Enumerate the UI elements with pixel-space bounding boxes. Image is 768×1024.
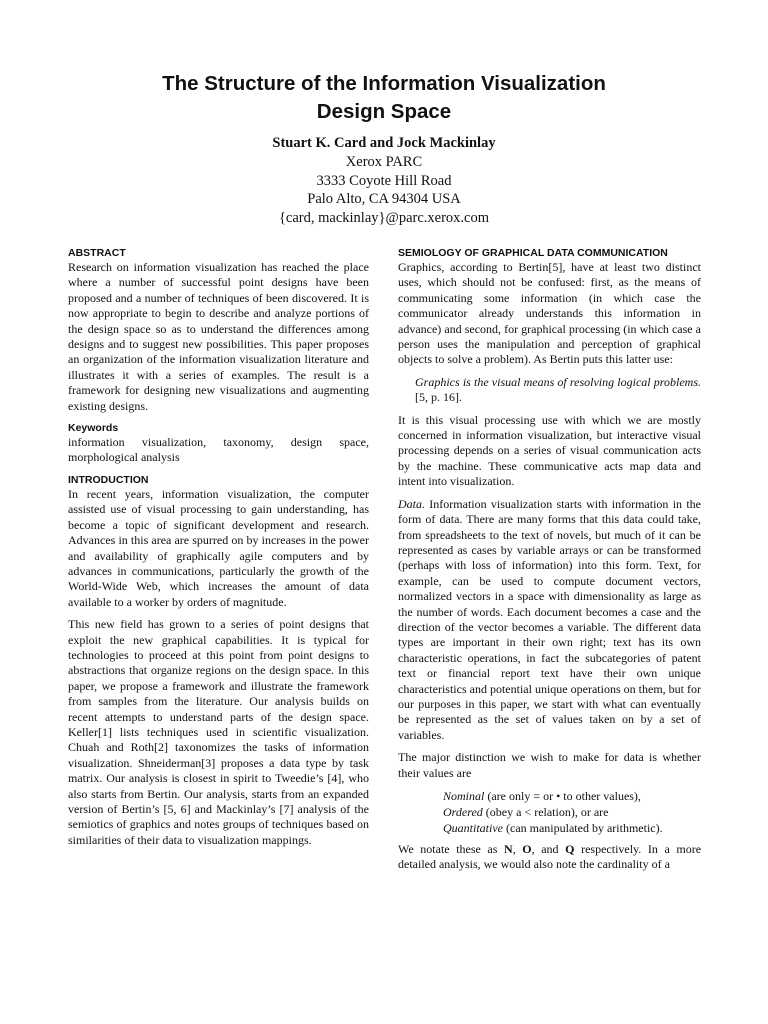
data-term: Data.: [398, 496, 425, 511]
left-column: [68, 246, 369, 855]
notation-paragraph: [398, 842, 701, 873]
bertin-quote: [398, 375, 701, 406]
affiliation-street: 3333 Coyote Hill Road: [316, 172, 452, 189]
value-type-term: Quantitative: [443, 821, 503, 835]
notation-o: O: [522, 842, 532, 856]
authors: Stuart K. Card and Jock Mackinlay: [272, 135, 496, 151]
notation-n: N: [504, 842, 513, 856]
keywords-heading: Keywords: [68, 422, 119, 435]
value-type-desc: (obey a < relation), or are: [485, 805, 609, 819]
affiliation-org: Xerox PARC: [345, 154, 423, 170]
abstract-heading: ABSTRACT: [68, 247, 126, 259]
introduction-paragraph-1: In recent years, information visualization, the computer assisted use of visual processing to gain understanding, has become a topic of significant development and research. Advances in this area are spurred on by increases in the power and availability of graphically agile computers and by advances in communications, particularly the growth of the World-Wide Web, which increases the amount of data available to a worker by orders of magnitude.: [68, 486, 369, 609]
keywords-text: information visualization, taxonomy, design space, morphological analysis: [68, 435, 369, 465]
value-type-term: Nominal: [443, 789, 485, 803]
list-item: [443, 788, 701, 804]
introduction-heading: INTRODUCTION: [68, 473, 149, 486]
quote-text: Graphics is the visual means of resolving logical problems.: [415, 374, 701, 389]
title-line-2: Design Space: [316, 100, 452, 123]
semiology-paragraph-1: Graphics, according to Bertin[5], have at least two distinct uses, which should not be confused: first, as the means of communicating some information (in which case the communicator already understands this information in advance) and second, for graphical processing (in which case a person uses the manipulation and perception of graphical objects to solve a problem). As Bertin puts this latter use:: [398, 260, 701, 367]
notation-suffix: respectively. In a more detailed analysis, we would also note the cardinality of a: [398, 842, 702, 872]
semiology-paragraph-2: It is this visual processing use with which we are mostly concerned in information visualization, but interactive visual processing depends on a series of visual communication acts by the machine. These communicative acts map data and intent into visualization.: [398, 412, 701, 489]
semiology-heading: SEMIOLOGY OF GRAPHICAL DATA COMMUNICATION: [398, 247, 668, 259]
list-item: [443, 804, 701, 820]
notation-q: Q: [565, 842, 575, 856]
title-line-1: The Structure of the Information Visualization: [162, 72, 606, 95]
data-text: Information visualization starts with information in the form of data. There are many forms that this data could take, from spreadsheets to the text of novels, but much of it can be represented as cases by variable arrays or can be transformed (perhaps with loss of information) into this form. Text, for example, can be used to compute document vectors, normalized vectors in a space with dimensionality as large as the number of words. Each document becomes a case and the direction of the vector becomes a variable. The different data types are important in their own right; text has its own characteristic operations, in fact the subcategories of patent text or financial report text have their own unique characteristics and potential unique operations on them, but for our purposes in this paper, we start with what can eventually be represented as the set of values taken on by a set of variables.: [398, 496, 701, 742]
introduction-paragraph-2: This new field has grown to a series of point designs that exploit the new graphical capabilities. It is typical for technologies to proceed at this point from point designs to abstractions that organize regions on the design space. In this paper, we propose a framework and illustrate the framework from samples from the literature. Our analysis builds on recent attempts to understand parts of the design space. Keller[1] lists techniques used in scientific visualization. Chuah and Roth[2] taxonomizes the tasks of information visualization. Shneiderman[3] proposes a data type by task matrix. Our analysis is closest in spirit to Tweedie’s [4], who also starts from Bertin. Our analysis, starts from an expanded version of Bertin’s [5, 6] and Mackinlay’s [7] analysis of the semiotics of graphics and notes groups of techniques based on similarities of their data to visualization mappings.: [68, 617, 369, 847]
notation-sep-1: ,: [512, 842, 516, 856]
notation-prefix: We notate these as: [398, 842, 498, 856]
abstract-text: Research on information visualization has reached the place where a number of successful point designs have been proposed and a number of techniques of been discovered. It is now appropriate to begin to describe and analyze portions of the design space so as to understand the differences among designs and to suggest new possibilities. This paper proposes an organization of the information visualization literature and illustrates it with a series of examples. The result is a framework for designing new visualizations and augmenting existing designs.: [68, 260, 369, 413]
affiliation-block: [40, 153, 728, 227]
distinction-paragraph: The major distinction we wish to make for data is whether their values are: [398, 750, 701, 780]
value-type-term: Ordered: [443, 805, 483, 819]
list-item: [443, 820, 701, 836]
affiliation-email: {card, mackinlay}@parc.xerox.com: [278, 209, 490, 226]
right-column: [398, 246, 701, 880]
affiliation-city: Palo Alto, CA 94304 USA: [307, 191, 461, 207]
value-type-list: [398, 788, 701, 836]
notation-sep-2: , and: [531, 842, 559, 856]
value-type-desc: (are only = or • to other values),: [487, 789, 641, 803]
value-type-desc: (can manipulated by arithmetic).: [506, 821, 663, 835]
paper-title: [40, 70, 728, 126]
quote-reference: [5, p. 16].: [415, 390, 462, 405]
data-paragraph: [398, 497, 701, 744]
